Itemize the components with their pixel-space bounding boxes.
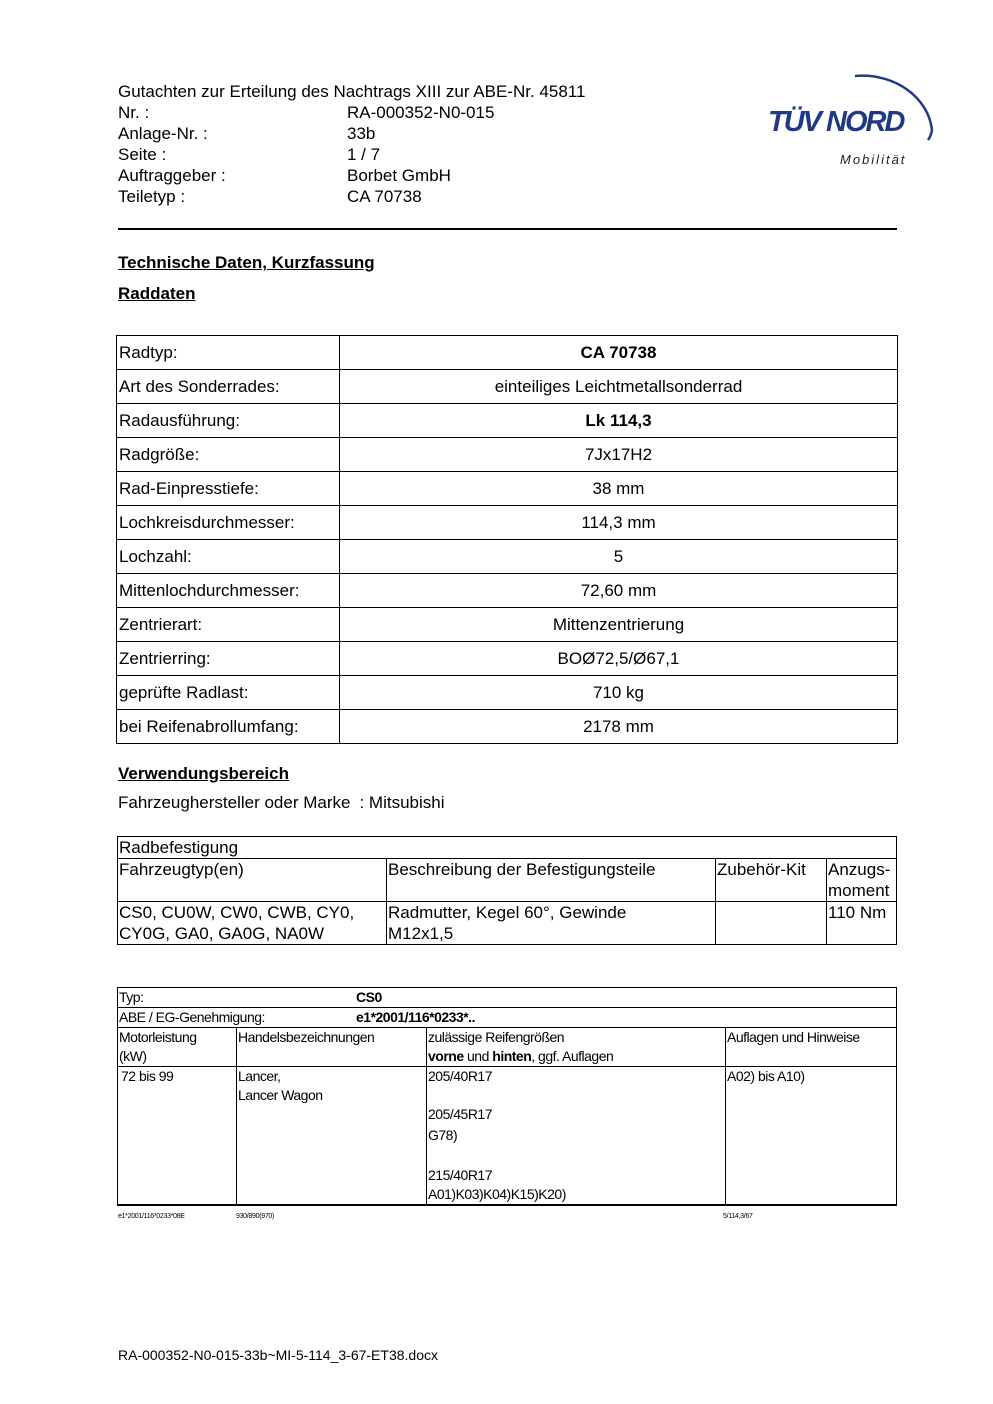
table-row: Zentrierring: BOØ72,5/Ø67,1 — [117, 642, 898, 676]
document-title: Gutachten zur Erteilung des Nachtrags XIII zur ABE-Nr. 45811 — [118, 82, 586, 101]
table-row: Lochkreisdurchmesser: 114,3 mm — [117, 506, 898, 540]
logo-brand: TÜV NORD — [768, 106, 904, 138]
table-row: Typ: CS0 — [118, 988, 897, 1008]
table-row: Radausführung: Lk 114,3 — [117, 404, 898, 438]
table-row: Radgröße: 7Jx17H2 — [117, 438, 898, 472]
header-row-anlage: Anlage-Nr. : 33b — [118, 124, 376, 143]
section-wheel-title: Raddaten — [118, 284, 196, 303]
header-row-nr: Nr. : RA-000352-N0-015 — [118, 103, 495, 122]
table-row: Motorleistung (kW) Handelsbezeichnungen zulässige Reifengrößen vorne und hinten, ggf. Auflagen Auflagen und Hinweise — [118, 1028, 897, 1067]
table-row: Art des Sonderrades: einteiliges Leichtmetallsonderrad — [117, 370, 898, 404]
section-usage-title: Verwendungsbereich — [118, 764, 289, 783]
header-row-teiletyp: Teiletyp : CA 70738 — [118, 187, 422, 206]
meta-bolt: 5/114,3/67 — [723, 1213, 753, 1220]
table-row: Radtyp: CA 70738 — [117, 336, 898, 370]
table-row: 72 bis 99 Lancer, Lancer Wagon 205/40R17 205/45R17 G78) 215/40R17 A01)K03)K04)K15)K20) A02) bis A10) — [118, 1067, 897, 1206]
section-tech-title: Technische Daten, Kurzfassung — [118, 253, 375, 272]
meta-load: 930/890(970) — [236, 1213, 275, 1220]
header-row-seite: Seite : 1 / 7 — [118, 145, 381, 164]
maker-line: Fahrzeughersteller oder Marke : Mitsubishi — [118, 793, 445, 812]
meta-approval: e1*2001/116*0233*08E — [118, 1213, 185, 1220]
document-header — [118, 81, 585, 207]
table-row: geprüfte Radlast: 710 kg — [117, 676, 898, 710]
table-row: Fahrzeugtyp(en) Beschreibung der Befestigungsteile Zubehör-Kit Anzugs- moment — [118, 859, 897, 902]
table-row: Rad-Einpresstiefe: 38 mm — [117, 472, 898, 506]
vehicle-table — [117, 987, 897, 1206]
table-row: CS0, CU0W, CW0, CWB, CY0, CY0G, GA0, GA0G, NA0W Radmutter, Kegel 60°, Gewinde M12x1,5 110 Nm — [118, 902, 897, 945]
table-row: Zentrierart: Mittenzentrierung — [117, 608, 898, 642]
tuev-nord-logo — [760, 58, 940, 178]
wheel-data-table — [116, 335, 898, 744]
wheel-fixing-table — [117, 836, 897, 945]
table-row: Mittenlochdurchmesser: 72,60 mm — [117, 574, 898, 608]
logo-subtitle: Mobilität — [840, 152, 907, 167]
table-row: ABE / EG-Genehmigung: e1*2001/116*0233*.. — [118, 1008, 897, 1028]
footer-filename: RA-000352-N0-015-33b~MI-5-114_3-67-ET38.docx — [118, 1347, 438, 1363]
table-row: Radbefestigung — [118, 837, 897, 859]
header-row-auftraggeber: Auftraggeber : Borbet GmbH — [118, 166, 451, 185]
header-divider — [118, 228, 897, 230]
table-row: bei Reifenabrollumfang: 2178 mm — [117, 710, 898, 744]
table-row: Lochzahl: 5 — [117, 540, 898, 574]
